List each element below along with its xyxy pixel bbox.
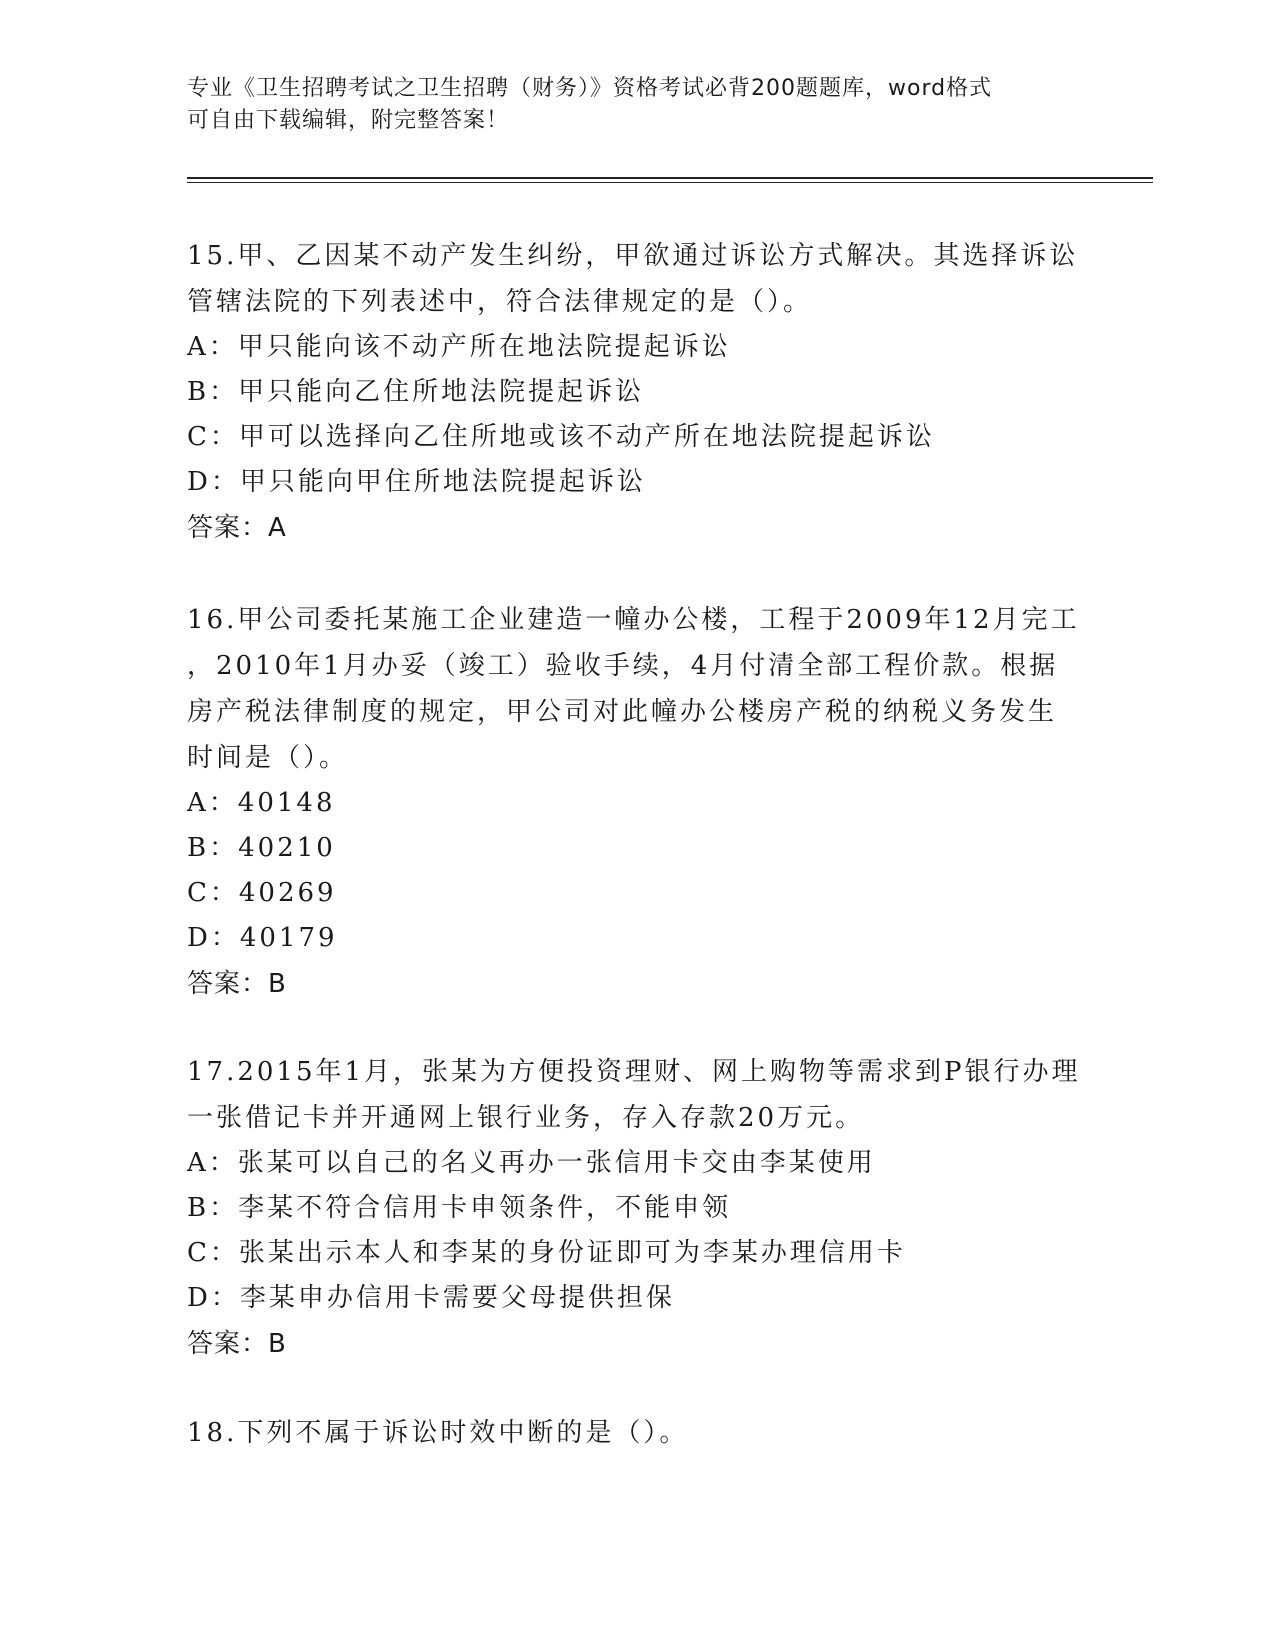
header-divider-thin	[187, 182, 1153, 183]
answer-label: 答案：B	[187, 969, 287, 999]
option-c: C：张某出示本人和李某的身份证即可为李某办理信用卡	[187, 1238, 906, 1268]
question-stem-line: 16.甲公司委托某施工企业建造一幢办公楼，工程于2009年12月完工	[187, 605, 1080, 635]
question-stem-line: 管辖法院的下列表述中，符合法律规定的是（）。	[187, 287, 813, 317]
header-divider	[187, 177, 1153, 179]
answer-label: 答案：A	[187, 513, 287, 543]
question-stem-line: 17.2015年1月，张某为方便投资理财、网上购物等需求到P银行办理	[187, 1057, 1081, 1087]
option-d: D：40179	[187, 923, 338, 953]
answer-label: 答案：B	[187, 1329, 287, 1359]
option-b: B：李某不符合信用卡申领条件，不能申领	[187, 1193, 732, 1223]
option-d: D：甲只能向甲住所地法院提起诉讼	[187, 467, 646, 497]
option-c: C：甲可以选择向乙住所地或该不动产所在地法院提起诉讼	[187, 422, 935, 452]
option-b: B：40210	[187, 833, 336, 863]
question-stem-line: 15.甲、乙因某不动产发生纠纷，甲欲通过诉讼方式解决。其选择诉讼	[187, 241, 1079, 271]
option-b: B：甲只能向乙住所地法院提起诉讼	[187, 377, 645, 407]
question-18	[187, 1410, 1087, 1456]
question-stem-line: 一张借记卡并开通网上银行业务，存入存款20万元。	[187, 1103, 865, 1133]
question-stem-line: 18.下列不属于诉讼时效中断的是（）。	[187, 1418, 689, 1448]
question-stem-line: ，2010年1月办妥（竣工）验收手续，4月付清全部工程价款。根据	[187, 651, 1059, 681]
option-a: A：40148	[187, 788, 336, 818]
option-d: D：李某申办信用卡需要父母提供担保	[187, 1283, 675, 1313]
option-a: A：甲只能向该不动产所在地法院提起诉讼	[187, 332, 731, 362]
question-stem-line: 时间是（）。	[187, 743, 349, 773]
question-stem-line: 房产税法律制度的规定，甲公司对此幢办公楼房产税的纳税义务发生	[187, 697, 1058, 727]
question-17	[187, 1049, 1087, 1367]
option-a: A：张某可以自己的名义再办一张信用卡交由李某使用	[187, 1148, 876, 1178]
option-c: C：40269	[187, 878, 337, 908]
header-line: 可自由下载编辑，附完整答案！	[187, 108, 510, 133]
question-16	[187, 597, 1087, 1007]
document-header	[187, 73, 1067, 137]
header-line: 专业《卫生招聘考试之卫生招聘（财务）》资格考试必背200题题库，word格式	[187, 76, 993, 101]
question-15	[187, 233, 1087, 551]
